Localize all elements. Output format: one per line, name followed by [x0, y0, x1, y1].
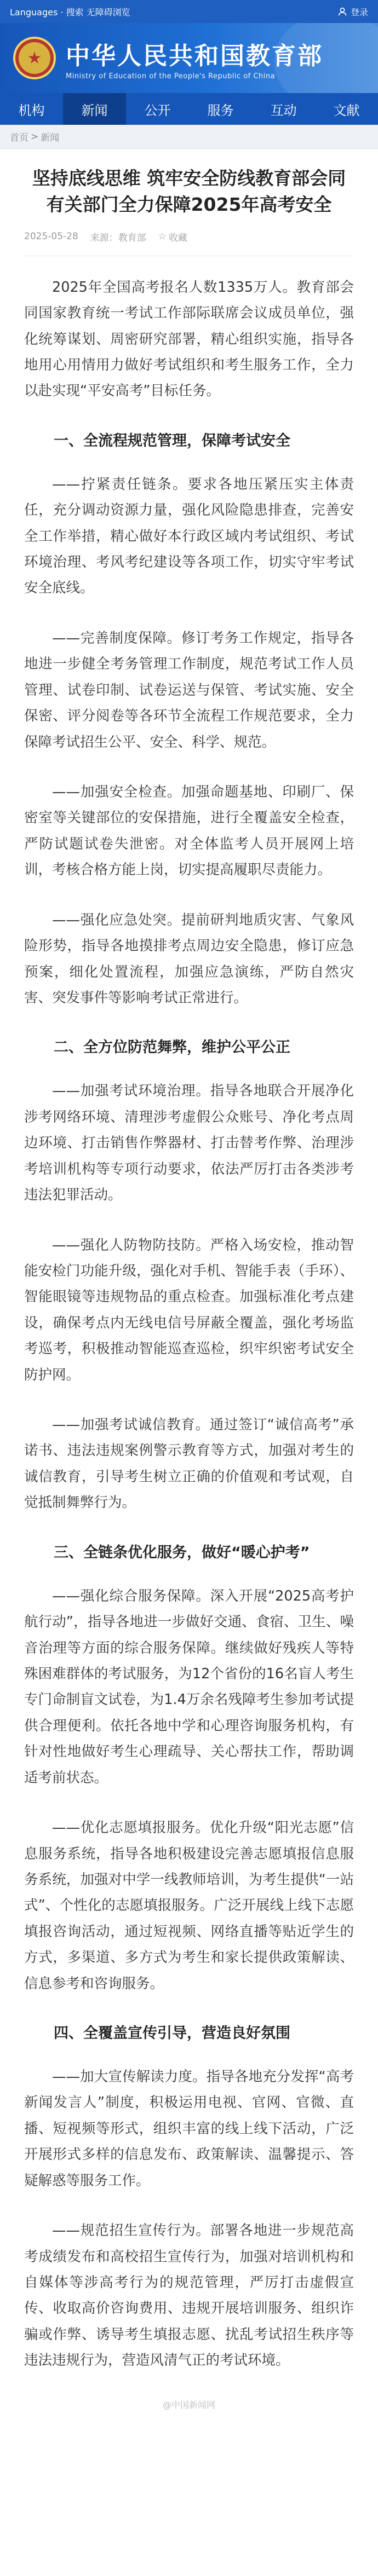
paragraph: ——强化人防物防技防。严格入场安检，推动智能安检门功能升级，强化对手机、智能手表（手环）、智能眼镜等违规物品的重点检查。加强标准化考点建设，确保考点内无线电信号屏蔽全覆盖，强化考场监考巡考，积极推动智能巡查巡检，织牢织密考试安全防护网。	[24, 1237, 354, 1383]
breadcrumb-current[interactable]: 新闻	[41, 132, 60, 143]
article-body	[24, 275, 354, 2374]
nav-item[interactable]: 互动	[270, 102, 297, 118]
article-date: 2025-05-28	[24, 231, 78, 242]
top-utility-bar	[0, 0, 378, 23]
site-name-en: Ministry of Education of the People's Republic of China	[66, 72, 276, 80]
watermark: @中国新闻网	[162, 2399, 215, 2410]
breadcrumb	[0, 125, 378, 149]
favorite-label: 收藏	[169, 232, 188, 244]
section-heading: 二、全方位防范舞弊，维护公平公正	[54, 1039, 290, 1056]
paragraph: ——强化应急处突。提前研判地质灾害、气象风险形势，指导各地摸排考点周边安全隐患，修订应急预案，细化处置流程，加强应急演练，严防自然灾害、突发事件等影响考试正常进行。	[24, 911, 354, 1006]
paragraph: ——规范招生宣传行为。部署各地进一步规范高考成绩发布和高校招生宣传行为，加强对培训机构和自媒体等涉高考行为的规范管理，严厉打击虚假宣传、收取高价咨询费用、违规开展培训服务、组织诈骗或作弊、诱导考生填报志愿、扰乱考试招生秩序等违法违规行为，营造风清气正的考试环境。	[24, 2222, 354, 2369]
section-heading: 三、全链条优化服务，做好“暖心护考”	[54, 1544, 310, 1561]
article-meta	[24, 230, 354, 256]
paragraph: ——完善制度保障。修订考务工作规定，指导各地进一步健全考务管理工作制度，规范考试工作人员管理、试卷印制、试卷运送与保管、考试实施、安全保密、评分阅卷等各环节全流程工作规范要求，全力保障考试招生公平、安全、科学、规范。	[24, 629, 354, 750]
topbar-links-text[interactable]: Languages · 搜索 无障碍浏览	[10, 7, 130, 18]
login-link[interactable]	[337, 5, 368, 18]
paragraph: ——优化志愿填报服务。优化升级“阳光志愿”信息服务系统，指导各地积极建设完善志愿填报信息服务系统，加强对中学一线教师培训，为考生提供“一站式”、个性化的志愿填报服务。广泛开展线上线下志愿填报咨询活动，通过短视频、网络直播等贴近学生的方式，多渠道、多方式为考生和家长提供政策解读、信息参考和咨询服务。	[24, 1820, 354, 1992]
article-title: 坚持底线思维 筑牢安全防线教育部会同有关部门全力保障2025年高考安全	[32, 168, 346, 215]
site-name[interactable]: 中华人民共和国教育部	[66, 42, 323, 70]
section-heading: 一、全流程规范管理，保障考试安全	[54, 432, 290, 449]
nav-item[interactable]: 新闻	[63, 93, 126, 125]
section-heading: 四、全覆盖宣传引导，营造良好氛围	[54, 2025, 290, 2042]
nav-item[interactable]: 公开	[144, 102, 171, 118]
breadcrumb-home[interactable]: 首页	[10, 132, 28, 143]
national-emblem-icon: ★	[13, 37, 56, 79]
nav-item[interactable]: 服务	[207, 102, 234, 118]
nav-item[interactable]: 机构	[18, 102, 45, 118]
paragraph: ——加强考试环境治理。指导各地联合开展净化涉考网络环境、清理涉考虚假公众账号、净化考点周边环境、打击销售作弊器材、打击替考作弊、治理涉考培训机构等专项行动要求，依法严厉打击各类涉考违法犯罪活动。	[24, 1083, 354, 1204]
star-icon: ☆	[158, 231, 167, 242]
paragraph: ——强化综合服务保障。深入开展“2025高考护航行动”，指导各地进一步做好交通、食宿、卫生、噪音治理等方面的综合服务保障。继续做好残疾人等特殊困难群体的考试服务，为12个省份的16名盲人考生专门命制盲文试卷，为1.4万余名残障考生参加考试提供合理便利。依托各地中学和心理咨询服务机构，有针对性地做好考生心理疏导、关心帮扶工作，帮助调适考前状态。	[24, 1587, 354, 1786]
login-label[interactable]: 登录	[350, 7, 368, 18]
user-icon	[337, 7, 347, 16]
article	[0, 149, 378, 2433]
site-banner	[0, 23, 378, 93]
breadcrumb-separator: >	[31, 131, 39, 142]
paragraph: ——加大宣传解读力度。指导各地充分发挥“高考新闻发言人”制度，积极运用电视、官网、官微、直播、短视频等形式，组织丰富的线上线下活动，广泛开展形式多样的信息发布、政策解读、温馨提示、答疑解惑等服务工作。	[24, 2069, 354, 2189]
main-nav	[0, 93, 378, 125]
banner-decoration	[274, 23, 378, 93]
article-source: 来源：教育部	[90, 232, 146, 244]
topbar-links[interactable]	[10, 5, 130, 18]
paragraph: 2025年全国高考报名人数1335万人。教育部会同国家教育统一考试工作部际联席会议成员单位，强化统筹谋划、周密研究部署，精心组织实施，指导各地用心用情用力做好考试组织和考生服务工作，全力以赴实现“平安高考”目标任务。	[24, 279, 354, 400]
paragraph: ——加强安全检查。加强命题基地、印刷厂、保密室等关键部位的安保措施，进行全覆盖安全检查，严防试题试卷失泄密。对全体监考人员开展网上培训，考核合格方能上岗，切实提高履职尽责能力。	[24, 784, 354, 879]
favorite-button[interactable]	[158, 230, 187, 244]
nav-item[interactable]: 文献	[333, 102, 360, 118]
paragraph: ——加强考试诚信教育。通过签订“诚信高考”承诺书、违法违规案例警示教育等方式，加强对考生的诚信教育，引导考生树立正确的价值观和考试观，自觉抵制舞弊行为。	[24, 1417, 354, 1511]
paragraph: ——拧紧责任链条。要求各地压紧压实主体责任，充分调动资源力量，强化风险隐患排查，完善安全工作举措，精心做好本行政区域内考试组织、考试环境治理、考风考纪建设等各项工作，切实守牢考试安全底线。	[24, 476, 354, 597]
